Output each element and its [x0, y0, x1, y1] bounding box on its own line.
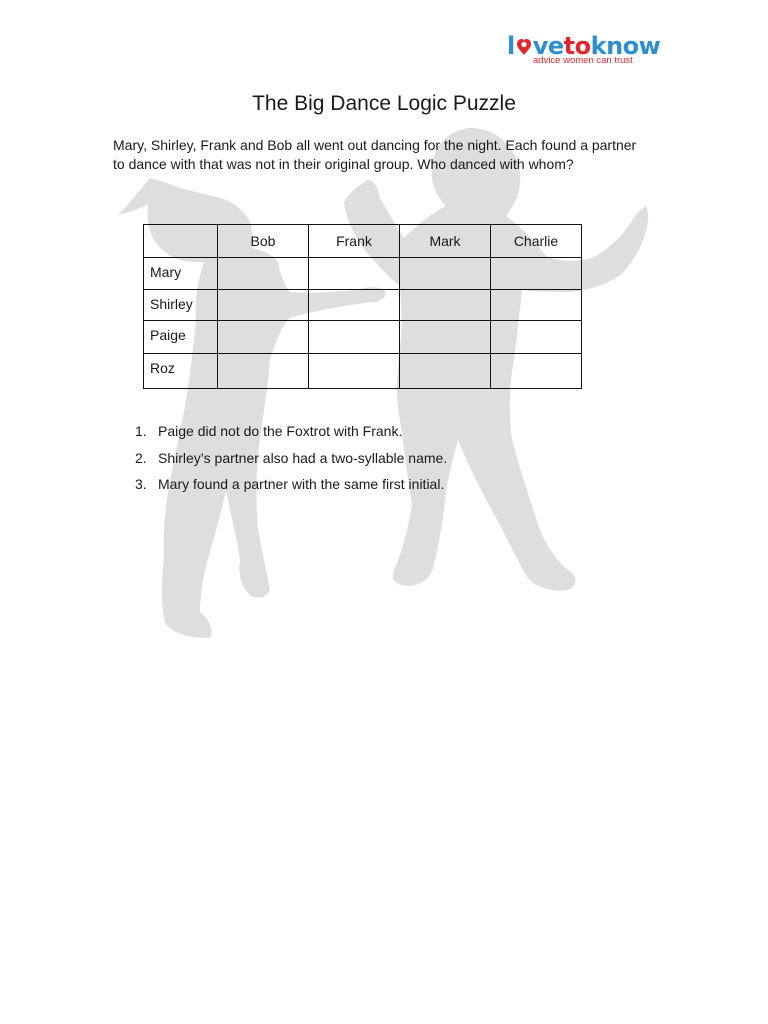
- logo-text-ve: ve: [532, 32, 564, 60]
- grid-cell[interactable]: [400, 354, 491, 389]
- grid-cell[interactable]: [400, 258, 491, 290]
- clue-text: Paige did not do the Foxtrot with Frank.: [158, 423, 403, 439]
- logo-text-know: know: [590, 32, 661, 60]
- intro-paragraph: Mary, Shirley, Frank and Bob all went out dancing for the night. Each found a partner to dance with that was not in their original group. Who danced with whom?: [113, 137, 637, 172]
- clue-item: [135, 450, 447, 477]
- grid-row-label: Roz: [144, 354, 218, 389]
- clues-list: [135, 423, 447, 503]
- grid-cell[interactable]: [491, 290, 582, 321]
- grid-row-label: Paige: [144, 321, 218, 354]
- clue-number: 3.: [135, 476, 147, 492]
- grid-header-row: [144, 225, 582, 258]
- grid-cell[interactable]: [400, 290, 491, 321]
- grid-column-header: Mark: [400, 225, 491, 258]
- clue-item: [135, 476, 447, 503]
- grid-cell[interactable]: [491, 354, 582, 389]
- grid-row: [144, 354, 582, 389]
- grid-cell[interactable]: [218, 321, 309, 354]
- grid-row-label: Mary: [144, 258, 218, 290]
- grid-cell[interactable]: [218, 258, 309, 290]
- grid-column-header: Frank: [309, 225, 400, 258]
- grid-column-header: Charlie: [491, 225, 582, 258]
- grid-column-header: Bob: [218, 225, 309, 258]
- clue-number: 2.: [135, 449, 147, 466]
- logo-text-to: to: [563, 32, 591, 60]
- logo-text-l: l: [507, 32, 515, 60]
- grid-cell[interactable]: [309, 354, 400, 389]
- grid-cell[interactable]: [218, 290, 309, 321]
- lovetoknow-logo: [507, 32, 661, 68]
- grid-cell[interactable]: [309, 321, 400, 354]
- grid-cell[interactable]: [309, 258, 400, 290]
- grid-row: [144, 290, 582, 321]
- clue-number: 1.: [135, 423, 147, 439]
- grid-row-label: Shirley: [144, 290, 218, 321]
- logic-grid-table: [143, 224, 582, 389]
- page-title: The Big Dance Logic Puzzle: [252, 92, 516, 115]
- grid-corner-cell: [144, 225, 218, 258]
- grid-cell[interactable]: [309, 290, 400, 321]
- clue-text: Mary found a partner with the same first initial.: [158, 476, 445, 492]
- grid-cell[interactable]: [400, 321, 491, 354]
- grid-cell[interactable]: [491, 321, 582, 354]
- grid-row: [144, 321, 582, 354]
- clue-item: [135, 423, 447, 450]
- logo-tagline: advice women can trust: [533, 55, 633, 66]
- grid-cell[interactable]: [491, 258, 582, 290]
- clue-text: Shirley’s partner also had a two-syllable name.: [158, 449, 448, 466]
- grid-row: [144, 258, 582, 290]
- grid-cell[interactable]: [218, 354, 309, 389]
- heart-pin-icon: [516, 38, 532, 56]
